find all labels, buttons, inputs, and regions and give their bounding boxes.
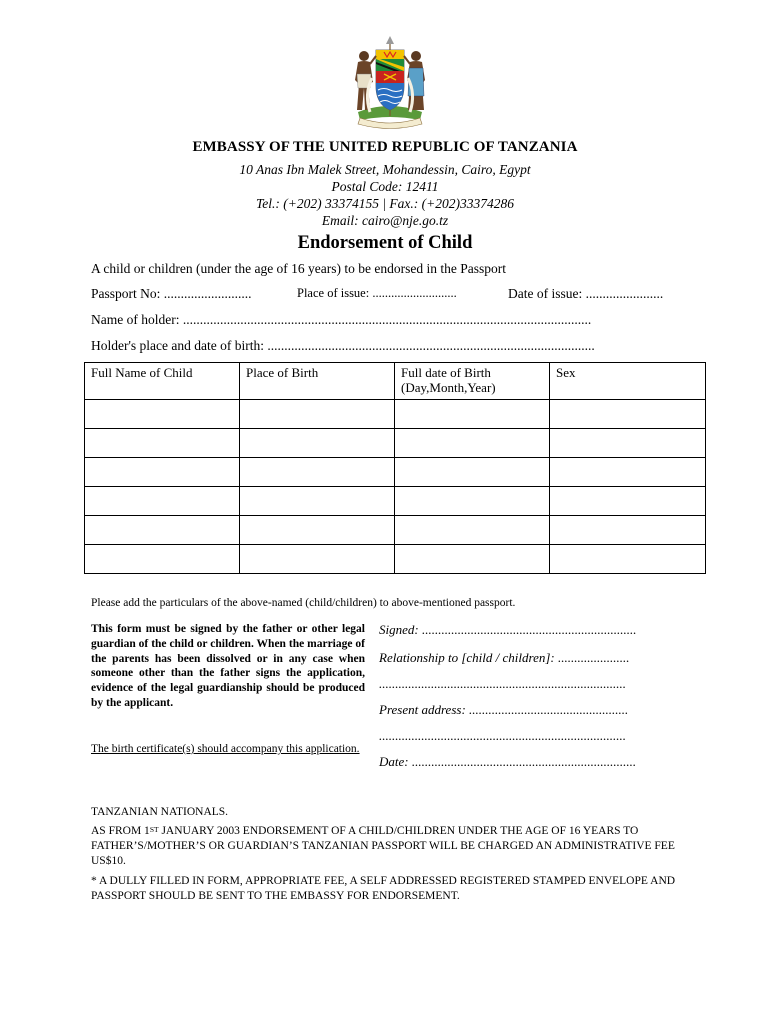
coat-of-arms-emblem bbox=[340, 34, 440, 130]
column-header: Sex bbox=[550, 363, 706, 400]
submission-notice: * A DULLY FILLED IN FORM, APPROPRIATE FEE, A SELF ADDRESSED REGISTERED STAMPED ENVELOPE AND PASSPORT SHOULD BE SENT TO THE EMBASSY FOR ENDORSEMENT. bbox=[91, 875, 676, 902]
birth-certificate-note: The birth certificate(s) should accompany this application. bbox=[91, 743, 360, 755]
table-cell[interactable] bbox=[85, 545, 240, 574]
table-header-row bbox=[85, 363, 706, 400]
table-cell[interactable] bbox=[550, 429, 706, 458]
date-field[interactable]: Date: ..................................................................... bbox=[379, 754, 637, 769]
column-header: Place of Birth bbox=[240, 363, 395, 400]
table-cell[interactable] bbox=[85, 458, 240, 487]
fee-notice-rest: JANUARY 2003 ENDORSEMENT OF A CHILD/CHILDREN UNDER THE AGE OF 16 YEARS TO FATHER’S/MOTHER’S OR GUARDIAN’S TANZANIAN PASSPORT WILL BE CHARGED AN ADMINISTRATIVE FEE US$10. bbox=[91, 825, 675, 867]
table-cell[interactable] bbox=[240, 429, 395, 458]
table-cell[interactable] bbox=[395, 458, 550, 487]
table-cell[interactable] bbox=[240, 487, 395, 516]
fee-notice-start: AS FROM 1 bbox=[91, 825, 150, 837]
form-title: Endorsement of Child bbox=[297, 233, 473, 253]
column-header: Full Name of Child bbox=[85, 363, 240, 400]
table-cell[interactable] bbox=[395, 487, 550, 516]
postal-code: Postal Code: 12411 bbox=[331, 179, 439, 194]
table-cell[interactable] bbox=[395, 400, 550, 429]
relationship-field[interactable]: Relationship to [child / children]: ...................... bbox=[379, 650, 630, 665]
table-row bbox=[85, 487, 706, 516]
table-cell[interactable] bbox=[85, 429, 240, 458]
passport-no-field[interactable]: Passport No: .......................... bbox=[91, 286, 252, 301]
column-header: Full date of Birth (Day,Month,Year) bbox=[395, 363, 550, 400]
table-cell[interactable] bbox=[550, 516, 706, 545]
table-cell[interactable] bbox=[550, 458, 706, 487]
signing-notice: This form must be signed by the father or other legal guardian of the child or children. When the marriage of the parents has been dissolved or in any case when someone other than the father signs the application, evidence of the legal guardianship should be produced by the applicant. bbox=[91, 623, 365, 709]
relationship-continuation-field[interactable]: ............................................................................ bbox=[379, 676, 626, 691]
ordinal-suffix: ST bbox=[149, 825, 159, 834]
table-cell[interactable] bbox=[85, 516, 240, 545]
table-cell[interactable] bbox=[85, 400, 240, 429]
signed-field[interactable]: Signed: .................................................................. bbox=[379, 622, 637, 637]
table-cell[interactable] bbox=[395, 429, 550, 458]
particulars-request: Please add the particulars of the above-named (child/children) to above-mentioned passport. bbox=[91, 597, 516, 609]
name-of-holder-field[interactable]: Name of holder: ......................................................................................................................... bbox=[91, 312, 592, 327]
address-continuation-field[interactable]: ............................................................................ bbox=[379, 728, 626, 743]
place-of-issue-field[interactable]: Place of issue: ........................... bbox=[297, 286, 457, 300]
fee-notice bbox=[91, 824, 701, 869]
holder-birth-field[interactable]: Holder's place and date of birth: ................................................................................................. bbox=[91, 338, 595, 353]
table-row bbox=[85, 429, 706, 458]
table-cell[interactable] bbox=[240, 400, 395, 429]
table-cell[interactable] bbox=[240, 545, 395, 574]
table-cell[interactable] bbox=[550, 400, 706, 429]
email-address: Email: cairo@nje.go.tz bbox=[321, 213, 449, 228]
embassy-name: EMBASSY OF THE UNITED REPUBLIC OF TANZANIA bbox=[192, 139, 578, 155]
nationals-heading: TANZANIAN NATIONALS. bbox=[91, 806, 229, 818]
telephone-fax: Tel.: (+202) 33374155 | Fax.: (+202)33374286 bbox=[255, 196, 515, 211]
table-cell[interactable] bbox=[395, 516, 550, 545]
table-cell[interactable] bbox=[240, 458, 395, 487]
embassy-address: 10 Anas Ibn Malek Street, Mohandessin, Cairo, Egypt bbox=[239, 162, 531, 177]
table-row bbox=[85, 400, 706, 429]
table-cell[interactable] bbox=[240, 516, 395, 545]
children-table bbox=[84, 362, 706, 574]
table-row bbox=[85, 545, 706, 574]
date-of-issue-field[interactable]: Date of issue: ....................... bbox=[508, 286, 664, 301]
table-cell[interactable] bbox=[85, 487, 240, 516]
passport-line bbox=[91, 286, 664, 302]
table-cell[interactable] bbox=[395, 545, 550, 574]
table-cell[interactable] bbox=[550, 545, 706, 574]
table-row bbox=[85, 516, 706, 545]
table-cell[interactable] bbox=[550, 487, 706, 516]
table-row bbox=[85, 458, 706, 487]
form-intro: A child or children (under the age of 16 years) to be endorsed in the Passport bbox=[91, 261, 507, 276]
present-address-field[interactable]: Present address: ................................................. bbox=[379, 702, 629, 717]
